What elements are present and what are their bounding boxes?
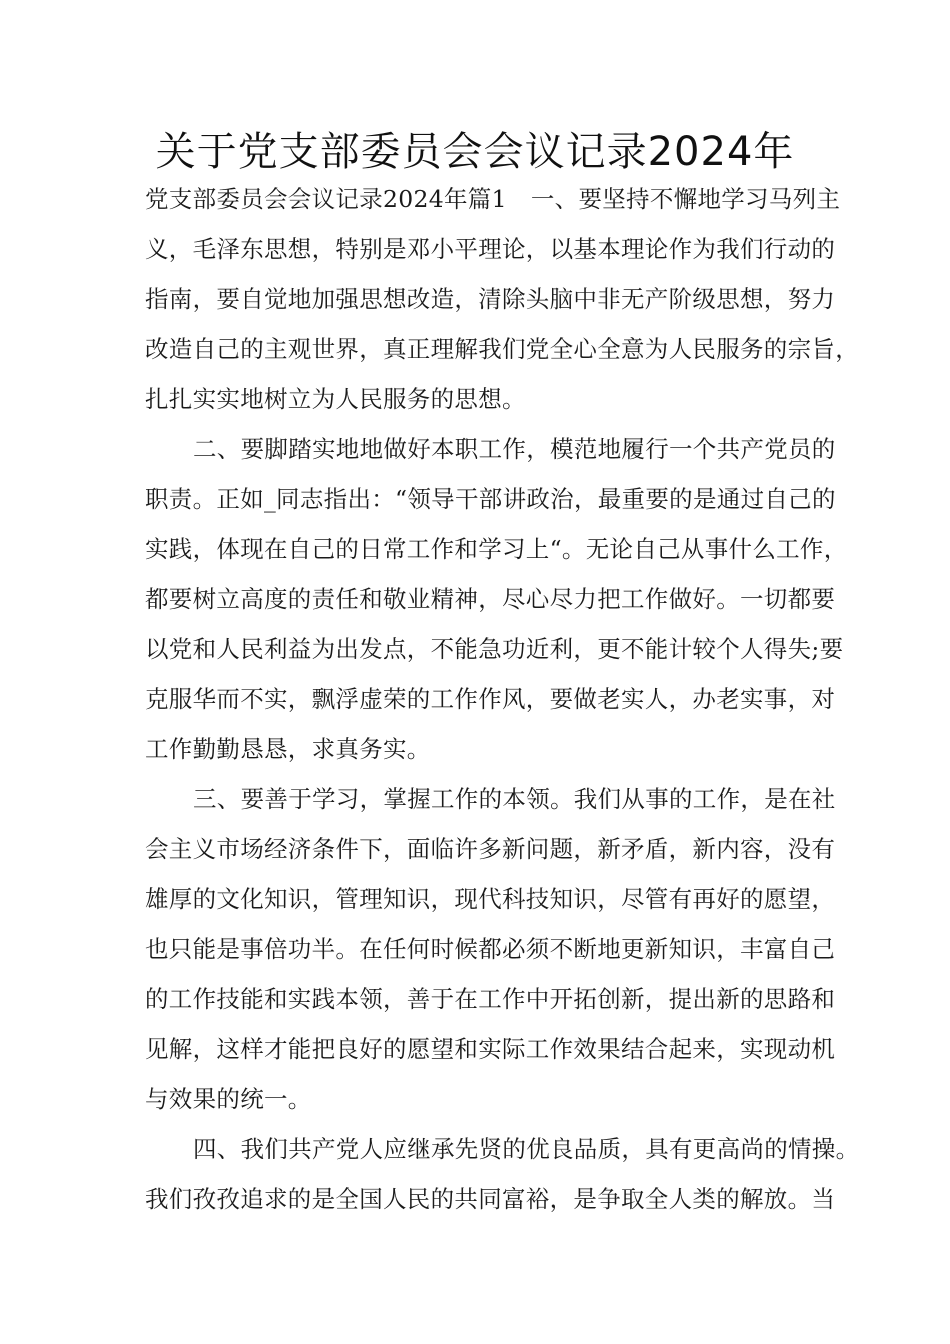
paragraph-line: 见解，这样才能把良好的愿望和实际工作效果结合起来，实现动机: [145, 1035, 836, 1063]
paragraph-line: 指南，要自觉地加强思想改造，清除头脑中非无产阶级思想，努力: [145, 285, 836, 313]
paragraph-line: 雄厚的文化知识，管理知识，现代科技知识，尽管有再好的愿望，: [145, 885, 836, 913]
paragraph-line: 我们孜孜追求的是全国人民的共同富裕，是争取全人类的解放。当: [145, 1185, 836, 1213]
paragraph-line: 与效果的统一。: [145, 1085, 312, 1113]
paragraph-line: 三、要善于学习，掌握工作的本领。我们从事的工作，是在社: [193, 785, 836, 813]
paragraph-line: 以党和人民利益为出发点，不能急功近利，更不能计较个人得失;要: [145, 635, 844, 663]
paragraph-line: 会主义市场经济条件下，面临许多新问题，新矛盾，新内容，没有: [145, 835, 836, 863]
paragraph-line: 改造自己的主观世界，真正理解我们党全心全意为人民服务的宗旨，: [145, 335, 859, 363]
paragraph-line: 扎扎实实地树立为人民服务的思想。: [145, 385, 526, 413]
paragraph-line: [145, 183, 841, 215]
line-text: 党支部委员会会议记录2024年篇1: [145, 185, 507, 213]
paragraph-line: 的工作技能和实践本领，善于在工作中开拓创新，提出新的思路和: [145, 985, 836, 1013]
paragraph-line: 四、我们共产党人应继承先贤的优良品质，具有更高尚的情操。: [193, 1135, 860, 1163]
paragraph-line: 克服华而不实，飘浮虚荣的工作作风，要做老实人，办老实事，对: [145, 685, 836, 713]
document-title: 关于党支部委员会会议记录2024年: [155, 129, 795, 175]
paragraph-line: 工作勤勤恳恳，求真务实。: [145, 735, 431, 763]
paragraph-line: 实践，体现在自己的日常工作和学习上“。无论自己从事什么工作，: [145, 535, 848, 563]
paragraph-line: 都要树立高度的责任和敬业精神，尽心尽力把工作做好。一切都要: [145, 585, 836, 613]
paragraph-line: 职责。正如_同志指出：“领导干部讲政治，最重要的是通过自己的: [145, 485, 836, 513]
paragraph-line: 二、要脚踏实地地做好本职工作，模范地履行一个共产党员的: [193, 435, 836, 463]
paragraph-line: 义，毛泽东思想，特别是邓小平理论，以基本理论作为我们行动的: [145, 235, 836, 263]
line-text: 一、要坚持不懈地学习马列主: [530, 185, 841, 213]
paragraph-line: 也只能是事倍功半。在任何时候都必须不断地更新知识，丰富自己: [145, 935, 836, 963]
